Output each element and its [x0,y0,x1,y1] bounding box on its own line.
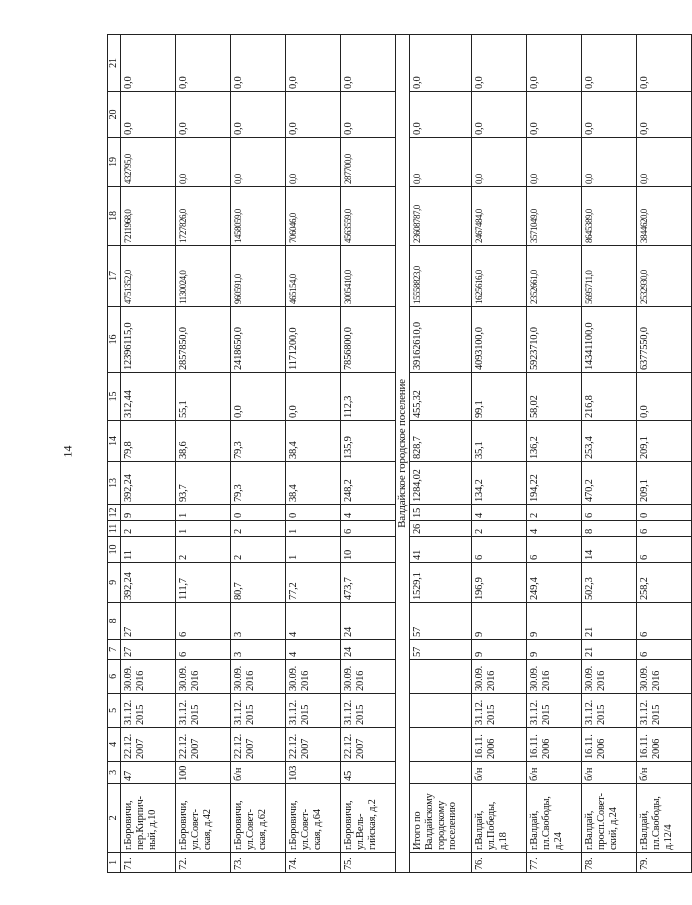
table-cell-col-2: г.Боровичи, ул.Совет- ская, д.64 [286,784,341,853]
table-cell-col-19: 432795,0 [121,138,176,187]
table-cell-col-3: б/н [582,762,637,784]
table-cell-col-8: 9 [472,603,527,640]
table-cell-col-5: 31.12. 2015 [582,694,637,728]
table-cell-col-14: 79,3 [231,421,286,462]
table-cell-col-6: 30.09. 2016 [121,660,176,694]
table-cell-col-5: 31.12. 2015 [341,694,396,728]
table-cell-col-13: 470,2 [582,462,637,505]
table-cell-col-2: Итого по Валдайскому городскому поселению [410,784,472,853]
table-cell-col-1: 1 [108,853,121,873]
table-cell-col-3: 45 [341,762,396,784]
table-cell-col-5: 5 [108,694,121,728]
table-cell-col-1: 76. [472,853,527,873]
table-cell-col-8: 6 [637,603,692,640]
table-cell-col-6: 30.09. 2016 [637,660,692,694]
table-cell-col-18: 23608787,0 [410,187,472,246]
table-cell-col-7: 27 [121,640,176,660]
table-cell-col-3: 100 [176,762,231,784]
table-cell-col-18: 3571049,0 [527,187,582,246]
table-cell-col-10: 10 [341,537,396,563]
table-cell-col-4: 16.11. 2006 [582,728,637,762]
table-cell-col-20: 0,0 [231,92,286,138]
table-cell-col-6: 30.09. 2016 [176,660,231,694]
table-cell-col-6: 30.09. 2016 [286,660,341,694]
table-cell-col-7: 24 [341,640,396,660]
table-cell-col-18: 2467484,0 [472,187,527,246]
table-row [121,35,176,873]
table-cell-col-18: 18 [108,187,121,246]
table-cell-col-16: 5923710,0 [527,307,582,373]
table-cell-col-7: 9 [527,640,582,660]
table-cell-col-11: 2 [121,521,176,537]
table-cell-col-6: 6 [108,660,121,694]
table-cell-col-11: 2 [472,521,527,537]
table-cell-col-17: 2532930,0 [637,246,692,307]
table-cell-col-15: 112,3 [341,373,396,421]
table-cell-col-18: 1458059,0 [231,187,286,246]
table-cell-col-5 [410,694,472,728]
table-cell-col-11: 1 [176,521,231,537]
table-cell-col-21: 0,0 [637,35,692,92]
table-cell-col-15: 0,0 [286,373,341,421]
table-cell-col-4: 22.12. 2007 [231,728,286,762]
table-cell-col-3: 3 [108,762,121,784]
table-cell-col-1: 77. [527,853,582,873]
table-cell-col-21: 0,0 [176,35,231,92]
table-cell-col-2: г.Боровичи, пер.Кирпич- ный, д.10 [121,784,176,853]
table-cell-col-10: 6 [527,537,582,563]
table-cell-col-20: 0,0 [472,92,527,138]
table-row [286,35,341,873]
table-cell-col-18: 706046,0 [286,187,341,246]
table-cell-col-18: 3844620,0 [637,187,692,246]
table-cell-col-4: 16.11. 2006 [472,728,527,762]
table-cell-col-1: 71. [121,853,176,873]
table-cell-col-2: г.Валдай, пл.Свободы, д.12/4 [637,784,692,853]
table-cell-col-16: 1171200,0 [286,307,341,373]
table-cell-col-9: 111,7 [176,563,231,603]
table-cell-col-12: 9 [121,505,176,521]
table-cell-col-6: 30.09. 2016 [472,660,527,694]
table-cell-col-21: 0,0 [527,35,582,92]
table-cell-col-19: 0,0 [527,138,582,187]
table-cell-col-12: 1 [176,505,231,521]
table-cell-col-6: 30.09. 2016 [341,660,396,694]
table-row [637,35,692,873]
table-cell-col-3: 103 [286,762,341,784]
table-cell-col-7: 9 [472,640,527,660]
table-cell-col-9: 80,7 [231,563,286,603]
table-cell-col-20: 20 [108,92,121,138]
table-cell-col-16: 12396115,0 [121,307,176,373]
table-cell-col-3: б/н [527,762,582,784]
table-cell-col-1: 74. [286,853,341,873]
table-cell-col-14: 253,4 [582,421,637,462]
table-cell-col-17: 465154,0 [286,246,341,307]
table-cell-col-11: 26 [410,521,472,537]
table-cell-col-10: 1 [286,537,341,563]
table-cell-col-1: 78. [582,853,637,873]
table-row [341,35,396,873]
table-cell-col-10: 2 [231,537,286,563]
table-cell-col-4: 22.12. 2007 [286,728,341,762]
table-cell-col-14: 135,9 [341,421,396,462]
table-row [472,35,527,873]
table-cell-col-8: 57 [410,603,472,640]
table-cell-col-11: 6 [637,521,692,537]
table-cell-col-6: 30.09. 2016 [527,660,582,694]
table-cell-col-21: 0,0 [410,35,472,92]
table-cell-col-15: 312,44 [121,373,176,421]
table-cell-col-17: 15558823,0 [410,246,472,307]
table-cell-col-4: 16.11. 2006 [637,728,692,762]
table-cell-col-5: 31.12. 2015 [176,694,231,728]
table-cell-col-14: 14 [108,421,121,462]
table-cell-col-6 [410,660,472,694]
table-cell-col-18: 7211968,0 [121,187,176,246]
table-cell-col-20: 0,0 [341,92,396,138]
table-cell-col-8: 4 [286,603,341,640]
table-cell-col-10: 14 [582,537,637,563]
table-cell-col-8: 27 [121,603,176,640]
table-cell-col-13: 392,24 [121,462,176,505]
table-cell-col-15: 55,1 [176,373,231,421]
table-cell-col-4 [410,728,472,762]
table-cell-col-14: 136,2 [527,421,582,462]
table-cell-col-2: г.Валдай, пл.Свободы, д.24 [527,784,582,853]
table-cell-col-13: 13 [108,462,121,505]
table-cell-col-14: 38,4 [286,421,341,462]
table-cell-col-7: 6 [176,640,231,660]
table-cell-col-2: г.Боровичи, ул.Совет- ская, д.42 [176,784,231,853]
table-cell-col-9: 258,2 [637,563,692,603]
table-cell-col-8: 21 [582,603,637,640]
table-cell-col-2: 2 [108,784,121,853]
table-cell-col-5: 31.12. 2015 [527,694,582,728]
table-cell-col-3 [410,762,472,784]
table-cell-col-2: г.Валдай, ул.Победы, д.18 [472,784,527,853]
table-cell-col-19: 287700,0 [341,138,396,187]
table-cell-col-13: 194,22 [527,462,582,505]
table-cell-col-8: 6 [176,603,231,640]
table-cell-col-20: 0,0 [527,92,582,138]
table-cell-col-12: 15 [410,505,472,521]
table-cell-col-1: 75. [341,853,396,873]
table-cell-col-17: 4751352,0 [121,246,176,307]
table-cell-col-2: г.Боровичи, ул.Совет- ская, д.62 [231,784,286,853]
table-cell-col-4: 22.12. 2007 [341,728,396,762]
table-row [582,35,637,873]
table-cell-col-14: 35,1 [472,421,527,462]
table-cell-col-16: 39162610,0 [410,307,472,373]
table-cell-col-9: 249,4 [527,563,582,603]
table-cell-col-4: 4 [108,728,121,762]
table-cell-col-16: 2418650,0 [231,307,286,373]
table-cell-col-7: 4 [286,640,341,660]
table-cell-col-9: 77,2 [286,563,341,603]
table-cell-col-12: 6 [582,505,637,521]
table-cell-col-16: 4093100,0 [472,307,527,373]
table-cell-col-2: г.Боровичи, ул.Вель- гийская, д.2 [341,784,396,853]
table-cell-col-18: 8645389,0 [582,187,637,246]
table-cell-col-19: 0,0 [472,138,527,187]
table-cell-col-13: 248,2 [341,462,396,505]
table-cell-col-1: 79. [637,853,692,873]
table-cell-col-4: 22.12. 2007 [121,728,176,762]
table-cell-col-4: 22.12. 2007 [176,728,231,762]
table-cell-col-3: б/н [472,762,527,784]
table-cell-col-13: 93,7 [176,462,231,505]
table-cell-col-15: 455,32 [410,373,472,421]
section-row [396,35,410,873]
table-cell-col-14: 38,6 [176,421,231,462]
table-cell-col-15: 58,02 [527,373,582,421]
table-cell-col-5: 31.12. 2015 [286,694,341,728]
table-cell-col-16: 14341100,0 [582,307,637,373]
table-cell-col-20: 0,0 [286,92,341,138]
apartment-resettlement-table [107,34,692,873]
table-cell-col-1: 72. [176,853,231,873]
table-cell-col-11: 11 [108,521,121,537]
table-cell-col-10: 6 [472,537,527,563]
table-cell-col-21: 0,0 [472,35,527,92]
table-cell-col-10: 6 [637,537,692,563]
table-cell-col-17: 960591,0 [231,246,286,307]
table-cell-col-5: 31.12. 2015 [472,694,527,728]
table-cell-col-20: 0,0 [121,92,176,138]
table-cell-col-16: 7856800,0 [341,307,396,373]
table-cell-col-13: 79,3 [231,462,286,505]
table-cell-col-19: 0,0 [231,138,286,187]
table-cell-col-8: 3 [231,603,286,640]
table-cell-col-12: 12 [108,505,121,521]
table-cell-col-5: 31.12. 2015 [121,694,176,728]
table-cell-col-17: 5695711,0 [582,246,637,307]
header-row [108,35,121,873]
rotated-table-container [107,35,674,873]
table-cell-col-19: 0,0 [582,138,637,187]
table-cell-col-19: 0,0 [286,138,341,187]
table-cell-col-17: 1130024,0 [176,246,231,307]
table-cell-col-9: 9 [108,563,121,603]
table-cell-col-16: 6377550,0 [637,307,692,373]
table-cell-col-20: 0,0 [176,92,231,138]
table-cell-col-11: 8 [582,521,637,537]
table-cell-col-14: 209,1 [637,421,692,462]
page-number: 14 [60,445,75,458]
table-cell-col-14: 79,8 [121,421,176,462]
table-row [231,35,286,873]
table-cell-col-10: 11 [121,537,176,563]
table-cell-col-20: 0,0 [637,92,692,138]
table-cell-col-11: 1 [286,521,341,537]
table-cell-col-11: 2 [231,521,286,537]
table-cell-col-21: 21 [108,35,121,92]
table-cell-col-17: 3005410,0 [341,246,396,307]
table-cell-col-7: 7 [108,640,121,660]
table-cell-col-9: 1529,1 [410,563,472,603]
table-cell-col-18: 1727826,0 [176,187,231,246]
table-cell-col-13: 1284,02 [410,462,472,505]
table-cell-col-11: 4 [527,521,582,537]
table-cell-col-12: 0 [637,505,692,521]
table-cell-col-15: 216,8 [582,373,637,421]
table-cell-col-8: 8 [108,603,121,640]
table-cell-col-19: 0,0 [176,138,231,187]
table-cell-col-4: 16.11. 2006 [527,728,582,762]
table-cell-col-16: 2857850,0 [176,307,231,373]
table-cell-col-21: 0,0 [341,35,396,92]
table-cell-col-20: 0,0 [410,92,472,138]
table-cell-col-11: 6 [341,521,396,537]
table-cell-col-12: 2 [527,505,582,521]
table-cell-col-10: 2 [176,537,231,563]
table-cell-col-12: 0 [286,505,341,521]
table-cell-col-14: 828,7 [410,421,472,462]
table-cell-col-1 [410,853,472,873]
table-cell-col-10: 10 [108,537,121,563]
table-cell-col-19: 0,0 [410,138,472,187]
table-cell-col-3: б/н [231,762,286,784]
table-cell-col-21: 0,0 [286,35,341,92]
table-cell-col-12: 4 [472,505,527,521]
table-cell-col-15: 15 [108,373,121,421]
table-cell-col-16: 16 [108,307,121,373]
table-row [527,35,582,873]
table-cell-col-2: г.Валдай, просп.Совет- ский, д.24 [582,784,637,853]
table-cell-col-8: 24 [341,603,396,640]
table-cell-col-15: 0,0 [231,373,286,421]
table-cell-col-15: 0,0 [637,373,692,421]
table-cell-col-18: 4563559,0 [341,187,396,246]
table-cell-col-13: 134,2 [472,462,527,505]
total-row [410,35,472,873]
table-cell-col-21: 0,0 [231,35,286,92]
table-body [108,35,692,873]
table-cell-col-12: 4 [341,505,396,521]
table-cell-col-13: 209,1 [637,462,692,505]
table-cell-col-12: 0 [231,505,286,521]
table-cell-col-21: 0,0 [582,35,637,92]
table-cell-col-15: 99,1 [472,373,527,421]
table-cell-col-17: 17 [108,246,121,307]
table-cell-col-3: 47 [121,762,176,784]
table-cell-col-9: 473,7 [341,563,396,603]
table-cell-col-19: 19 [108,138,121,187]
table-cell-col-8: 9 [527,603,582,640]
table-row [176,35,231,873]
table-cell-col-13: 38,4 [286,462,341,505]
table-cell-col-19: 0,0 [637,138,692,187]
table-cell-col-6: 30.09. 2016 [582,660,637,694]
table-cell-col-10: 41 [410,537,472,563]
table-cell-col-7: 3 [231,640,286,660]
table-cell-col-7: 21 [582,640,637,660]
table-cell-col-5: 31.12. 2015 [637,694,692,728]
table-cell-col-9: 196,9 [472,563,527,603]
table-cell-col-17: 2352661,0 [527,246,582,307]
table-cell-col-17: 1625616,0 [472,246,527,307]
table-cell-col-7: 6 [637,640,692,660]
section-title: Валдайское городское поселение [396,35,410,873]
table-cell-col-9: 392,24 [121,563,176,603]
table-cell-col-9: 502,3 [582,563,637,603]
table-cell-col-1: 73. [231,853,286,873]
table-cell-col-5: 31.12. 2015 [231,694,286,728]
table-cell-col-3: б/н [637,762,692,784]
table-cell-col-6: 30.09. 2016 [231,660,286,694]
table-cell-col-7: 57 [410,640,472,660]
table-cell-col-21: 0,0 [121,35,176,92]
table-cell-col-20: 0,0 [582,92,637,138]
